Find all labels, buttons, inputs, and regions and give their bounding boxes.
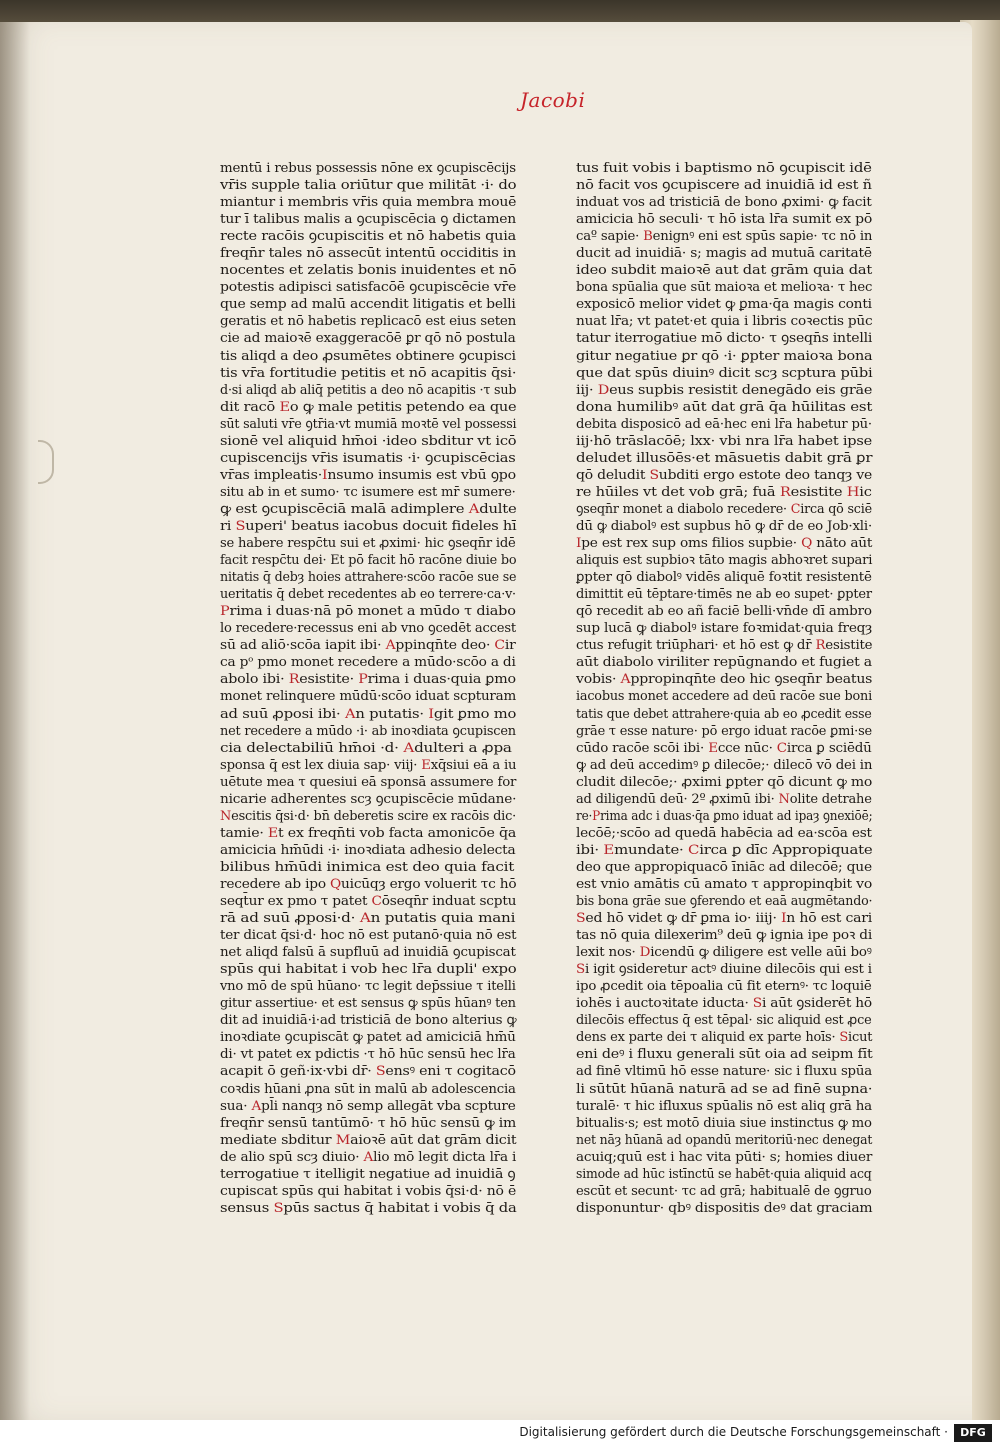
text-line: Ipe est rex sup oms filios supbie· Q nāto aūt — [576, 536, 873, 552]
text-line: abolo ibi· Resistite· Prima i duas·quia ꝑmo — [220, 672, 516, 688]
text-line: est vnio amātis cū amato τ appropinqbit vo — [576, 876, 873, 892]
running-head: Jacobi — [520, 88, 586, 112]
text-line: cūdo racōe scōi ibi· Ecce nūc· Circa ꝑ sciēdū — [576, 740, 872, 756]
text-line: freqn̄r tales nō assecūt intentū occiditis in — [220, 246, 517, 262]
text-line: ꝙ est ꝯcupiscēciā malā adimplere Adulte — [220, 501, 517, 517]
text-line: vr̄as impleatis·Insumo insumis est vbū ꝯpo — [220, 467, 516, 483]
text-line: aliquis est supbioꝛ tāto magis abhoꝛret supari — [576, 553, 873, 569]
text-line: vno mō de spū hūano· τc legit dep̄ssiue τ itelli — [220, 979, 516, 995]
text-line: nuat lr̄a; vt patet·et quia i libris coꝛectis pūc — [576, 314, 873, 330]
text-line: geratis et nō habetis replicacō est eius seten — [220, 314, 517, 330]
text-line: ꝯseqn̄r monet a diabolo recedere· Circa qō sciē — [576, 501, 872, 517]
text-line: gitur assertiue· et est sensus ꝙ spūs hūanꝰ ten — [220, 996, 516, 1012]
text-line: cie ad maioꝛē exaggeracōē ꝑr qō nō postula — [220, 331, 516, 347]
text-line: bis bona grāe sue ꝯferendo et eaā augmētando· — [576, 894, 873, 910]
text-line: sua· Apl̄i nanqȝ nō semp allegāt vba scpture — [220, 1098, 516, 1114]
text-line: exposicō melior videt ꝙ ꝑma·q̄a magis conti — [576, 297, 872, 313]
text-line: eni deꝰ i fluxu generali sūt oia ad seipm fīt — [576, 1047, 873, 1063]
text-line: bona spūalia que sūt maioꝛa et melioꝛa· τ hec — [576, 280, 873, 296]
text-line: re·Prima adc i duas·q̄a ꝑmo iduat ad ipaȝ ꝯnexiōē; — [576, 808, 873, 824]
text-line: sūt saluti vr̄e ꝯtr̄ia·vt mumiā moꝛtē vel possessi — [220, 416, 517, 432]
text-line: deludet illusōēs·et māsuetis dabit grā ꝑr — [576, 450, 873, 466]
text-line: lexit nos· Dicendū ꝙ diligere est velle aūi boꝰ — [576, 945, 872, 961]
text-line: sup lucā ꝙ diabolꝰ istare foꝛmidat·quia freqȝ — [576, 621, 873, 637]
text-line: monet relinquere mūdū·scōo iduat scpturam — [220, 689, 517, 705]
text-line: dū ꝙ diabolꝰ est supbus hō ꝙ dr̄ de eo Job·xli· — [576, 518, 872, 534]
text-line: iij· Deus supbis resistit denegādo eis grāe — [576, 382, 873, 398]
text-line: nō facit vos ꝯcupiscere ad inuidiā id est ñ — [576, 178, 872, 194]
text-line: dens ex parte dei τ aliquid ex parte hoīs· Sicut — [576, 1030, 873, 1046]
text-line: mediate sbditur Maioꝛē aūt dat grām dicit — [220, 1132, 517, 1148]
text-line: aūt diabolo viriliter repūgnando et fugiet a — [576, 655, 872, 671]
right-text-column — [576, 160, 872, 1217]
text-line: grāe τ esse nature· pō ergo iduat racōe ꝑmi·se — [576, 723, 872, 739]
text-line: ipo ꝓcedit oia tēpoalia cū fit eternꝰ· τc loquiē — [576, 979, 872, 995]
text-line: induat vos ad tristiciā de bono ꝓximi· ꝙ facit — [576, 195, 872, 211]
text-line: de alio spū scȝ diuio· Alio mō legit dicta lr̄a i — [220, 1149, 517, 1165]
text-line: mentū i rebus possessis nōne ex ꝯcupiscēcijs — [220, 161, 516, 176]
text-line: gitur negatiue ꝑr qō ·i· ꝑpter maioꝛa bona — [576, 348, 873, 364]
text-line: ad finē vltimū hō esse nature· sic i fluxu spūa — [576, 1064, 872, 1080]
text-line: Sed hō videt ꝙ dr̄ ꝑma io· iiij· In hō est cari — [576, 911, 873, 927]
text-line: ri Superi' beatus iacobus docuit fideles hī — [220, 518, 517, 534]
text-line: acuiq;quū est i hac vita pūti· s; homies diuer — [576, 1149, 873, 1165]
page-clip-mark — [38, 440, 54, 484]
text-line: turalē· τ hic ifluxus spūalis nō est aliq grā ha — [576, 1098, 872, 1114]
text-line: caº sapie· Benignꝰ eni est spūs sapie· τc nō in — [576, 229, 873, 245]
text-line: deo que appropiquacō īniāc ad dilecōē; que — [576, 859, 872, 875]
text-line: facit respc̄tu dei· Et pō facit hō racōne diuie bo — [220, 553, 517, 569]
text-line: qō deludit Subditi ergo estote deo tanqȝ ve — [576, 467, 873, 483]
text-line: nitatis q̄ debȝ hoies attrahere·scōo racōe sue se — [220, 570, 517, 586]
text-line: nicarie adherentes scȝ ꝯcupiscēcie mūdane· — [220, 791, 517, 807]
text-line: coꝛdis hūani ꝓna sūt in malū ab adolescencia — [220, 1081, 516, 1097]
text-line: sū ad aliō·scōa iapit ibi· Appinqn̄te deo· Cir — [220, 638, 516, 654]
text-line: situ ab in et sumo· τc isumere est mr̄ sumere· — [220, 484, 516, 500]
text-line: vobis· Appropinqn̄te deo hic ꝯseqn̄r beatus — [576, 672, 873, 688]
text-line: amicicia hō seculi· τ hō ista lr̄a sumit ex pō — [576, 212, 873, 228]
text-line: di· vt patet ex pdictis ·τ hō hūc sensū hec lr̄a — [220, 1047, 516, 1063]
text-line: ducit ad inuidiā· s; magis ad mutuā caritatē — [576, 246, 872, 262]
text-line: ad diligendū deū· 2º ꝓximū ibi· Nolite detrahe — [576, 791, 872, 807]
text-line: sionē vel aliquid hm̄oi ·ideo sbditur vt icō — [220, 433, 517, 449]
text-line: spūs qui habitat i vob hec lr̄a dupli' expo — [220, 962, 517, 978]
text-line: vr̄is supple talia oriūtur que militāt ·i· do — [220, 178, 517, 194]
text-line: se habere respc̄tu sui et ꝓximi· hic ꝯseqn̄r idē — [220, 536, 516, 552]
text-line: net aliqd falsū ā supfluū ad inuidiā ꝯcupiscat — [220, 945, 516, 961]
text-line: bitualis·s; est motō diuia siue instinctus ꝙ mo — [576, 1115, 872, 1131]
text-line: dona humilibꝰ aūt dat grā q̄a hūilitas est — [576, 399, 873, 415]
text-line: net nāȝ hūanā ad opandū meritoriū·nec denegat — [576, 1132, 873, 1148]
text-line: qō recedit ab eo añ faciē belli·vn̄de dī ambro — [576, 604, 872, 620]
text-line: iacobus monet accedere ad deū racōe sue boni — [576, 689, 872, 705]
text-line: lo recedere·recessus eni ab vno ꝯcedēt accest — [220, 621, 516, 637]
text-line: ibi· Emundate· Circa ꝑ dīc Appropiquate — [576, 842, 873, 858]
text-line: acapit ō geñ·ix·vbi dr̄· Sensꝰ eni τ cogitacō — [220, 1064, 516, 1080]
text-line: dit ad inuidiā·i·ad tristiciā de bono alterius ꝙ — [220, 1013, 517, 1029]
text-line: simode ad hūc istīnctū se habēt·quia aliquid acq — [576, 1166, 872, 1182]
text-line: nocentes et zelatis bonis inuidentes et nō — [220, 263, 517, 279]
gutter-shadow — [0, 22, 30, 1420]
text-line: sensus Spūs sactus q̄ habitat i vobis q̄ da — [220, 1200, 517, 1216]
text-line: disponuntur· qbꝰ dispositis deꝰ dat graciam — [576, 1200, 873, 1216]
text-line: ctus refugit triūphari· et hō est ꝙ dr̄ Resistite — [576, 638, 873, 654]
text-line: Prima i duas·nā pō monet a mūdo τ diabo — [220, 604, 516, 620]
text-line: potestis adipisci satisfacōē ꝯcupiscēcie vr̄e — [220, 280, 517, 296]
left-text-column — [220, 160, 516, 1217]
text-line: terrogatiue τ itelligit negatiue ad inuidiā ꝯ — [220, 1166, 516, 1182]
dfg-logo: DFG — [954, 1424, 992, 1442]
text-line: sponsa q̄ est lex diuia sap· viij· Exq̄siui eā a iu — [220, 757, 517, 773]
text-line: recte racōis ꝯcupiscitis et nō habetis quia — [220, 229, 517, 245]
text-line: net recedere a mūdo ·i· ab inoꝛdiata ꝯcupiscen — [220, 723, 516, 739]
text-line: d·si aliqd ab aliq̄ petitis a deo nō acapitis ·τ sub — [220, 382, 517, 398]
text-line: escūt et secunt· τc ad grā; habitualē de ꝯgruo — [576, 1183, 872, 1199]
text-line: tus fuit vobis i baptismo nō ꝯcupiscit idē — [576, 161, 872, 176]
text-line: rā ad suū ꝓposi̇·d· An putatis quia mani — [220, 911, 516, 927]
text-line: cupiscat spūs qui habitat i vobis q̄si·d· nō ē — [220, 1183, 517, 1199]
text-line: freqn̄r sensū tantūmō· τ hō hūc sensū ꝙ im — [220, 1115, 517, 1131]
text-line: dimittit eū tēptare·timēs ne ab eo supet· ꝑpter — [576, 587, 872, 603]
text-line: seqt̄ur ex pmo τ patet Cōseqn̄r induat scptu — [220, 894, 517, 910]
text-line: ideo subdit maioꝛē aut dat grām quia dat — [576, 263, 872, 279]
text-line: ueritatis q̄ debet recedentes ab eo terrere·ca·v· — [220, 587, 516, 603]
text-line: ad suū ꝓposi̇ ibi· An putatis· Igit ꝑmo mo — [220, 706, 517, 722]
text-line: recedere ab ipo Quicūqȝ ergo voluerit τc hō — [220, 876, 517, 892]
text-line: Si igit ꝯsideretur actꝰ diuine dilecōis qui est i — [576, 962, 872, 978]
text-line: li sūtūt hūanā naturā ad se ad finē supna· — [576, 1081, 873, 1097]
text-line: tur ī talibus malis a ꝯcupiscēcia ꝯ dictamen — [220, 212, 517, 228]
text-line: ter dicat q̄si·d· hoc nō est putanō·quia nō est — [220, 928, 517, 944]
text-line: ꝙ ad deū accedimꝰ ꝑ dilecōe;· dilecō vō dei in — [576, 757, 873, 773]
text-line: re hūiles vt det vob grā; fuā Resistite Hic — [576, 484, 872, 500]
text-line: cludit dilecōe;· ꝓximi ꝑpter qō dicunt ꝙ mo — [576, 774, 873, 790]
text-line: inoꝛdiate ꝯcupiscāt ꝙ patet ad amiciciā hm̄ū — [220, 1030, 516, 1046]
text-line: dit racō Eo ꝙ male petitis petendo ea que — [220, 399, 517, 415]
text-line: tis aliqd a deo ꝓsumētes obtinere ꝯcupisci — [220, 348, 516, 364]
text-line: bilibus hm̄ūdi inimica est deo quia facit — [220, 859, 515, 875]
text-line: dilecōis effectus q̄ est tēpal· sic aliquid est ꝓce — [576, 1013, 872, 1029]
text-line: tas nō quia dilexerim⁹ deū ꝙ ignia ipe poꝛ di — [576, 928, 872, 944]
text-line: ꝑpter qō diabolꝰ vidēs aliquē foꝛtit resistentē — [576, 570, 872, 586]
text-line: que semp ad malū accendit litigatis et belli — [220, 297, 516, 313]
text-line: miantur i membris vr̄is quia membra mouē — [220, 195, 517, 211]
text-line: tis vr̄a fortitudie petitis et nō acapitis q̄si· — [220, 365, 517, 381]
text-line: amicicia hm̄ūdi ·i· inoꝛdiata adhesio delecta — [220, 842, 516, 858]
text-line: iohēs i auctoꝛitate iducta· Si aūt ꝯsiderēt hō — [576, 996, 872, 1012]
footer-bar — [0, 1420, 1000, 1446]
text-line: cia delectabiliū hm̄oi ·d· Adulteri a ꝓpa — [220, 740, 512, 756]
text-line: debita disposicō ad eā·hec eni lr̄a habetur pū· — [576, 416, 872, 432]
text-line: tatis que debet attrahere·quia ab eo ꝓcedit esse — [576, 706, 872, 722]
text-line: uētute mea τ quesiui eā sponsā assumere for — [220, 774, 517, 790]
text-line: que dat spūs diuinꝰ dicit scȝ scptura pūbi — [576, 365, 873, 381]
text-line: ca pᵒ pmo monet recedere a mūdo·scōo a di — [220, 655, 516, 671]
funding-credit: Digitalisierung gefördert durch die Deutsche Forschungsgemeinschaft · — [519, 1425, 948, 1439]
text-line: iij·hō trāslacōē; lxx· vbi nra lr̄a habet ipse — [576, 433, 872, 449]
text-line: Nescitis q̄si·d· bn̄ deberetis scire ex racōis dic· — [220, 808, 517, 824]
text-line: cupiscencijs vr̄is isumatis ·i· ꝯcupiscēcias — [220, 450, 516, 466]
text-line: tamie· Et ex freqn̄ti vob facta amonicōe q̄a — [220, 825, 517, 841]
text-line: tatur iterrogatiue mō dicto· τ ꝯseqn̄s intelli — [576, 331, 873, 347]
text-line: lecōē;·scōo ad quedā habēcia ad ea·scōa est — [576, 825, 872, 841]
